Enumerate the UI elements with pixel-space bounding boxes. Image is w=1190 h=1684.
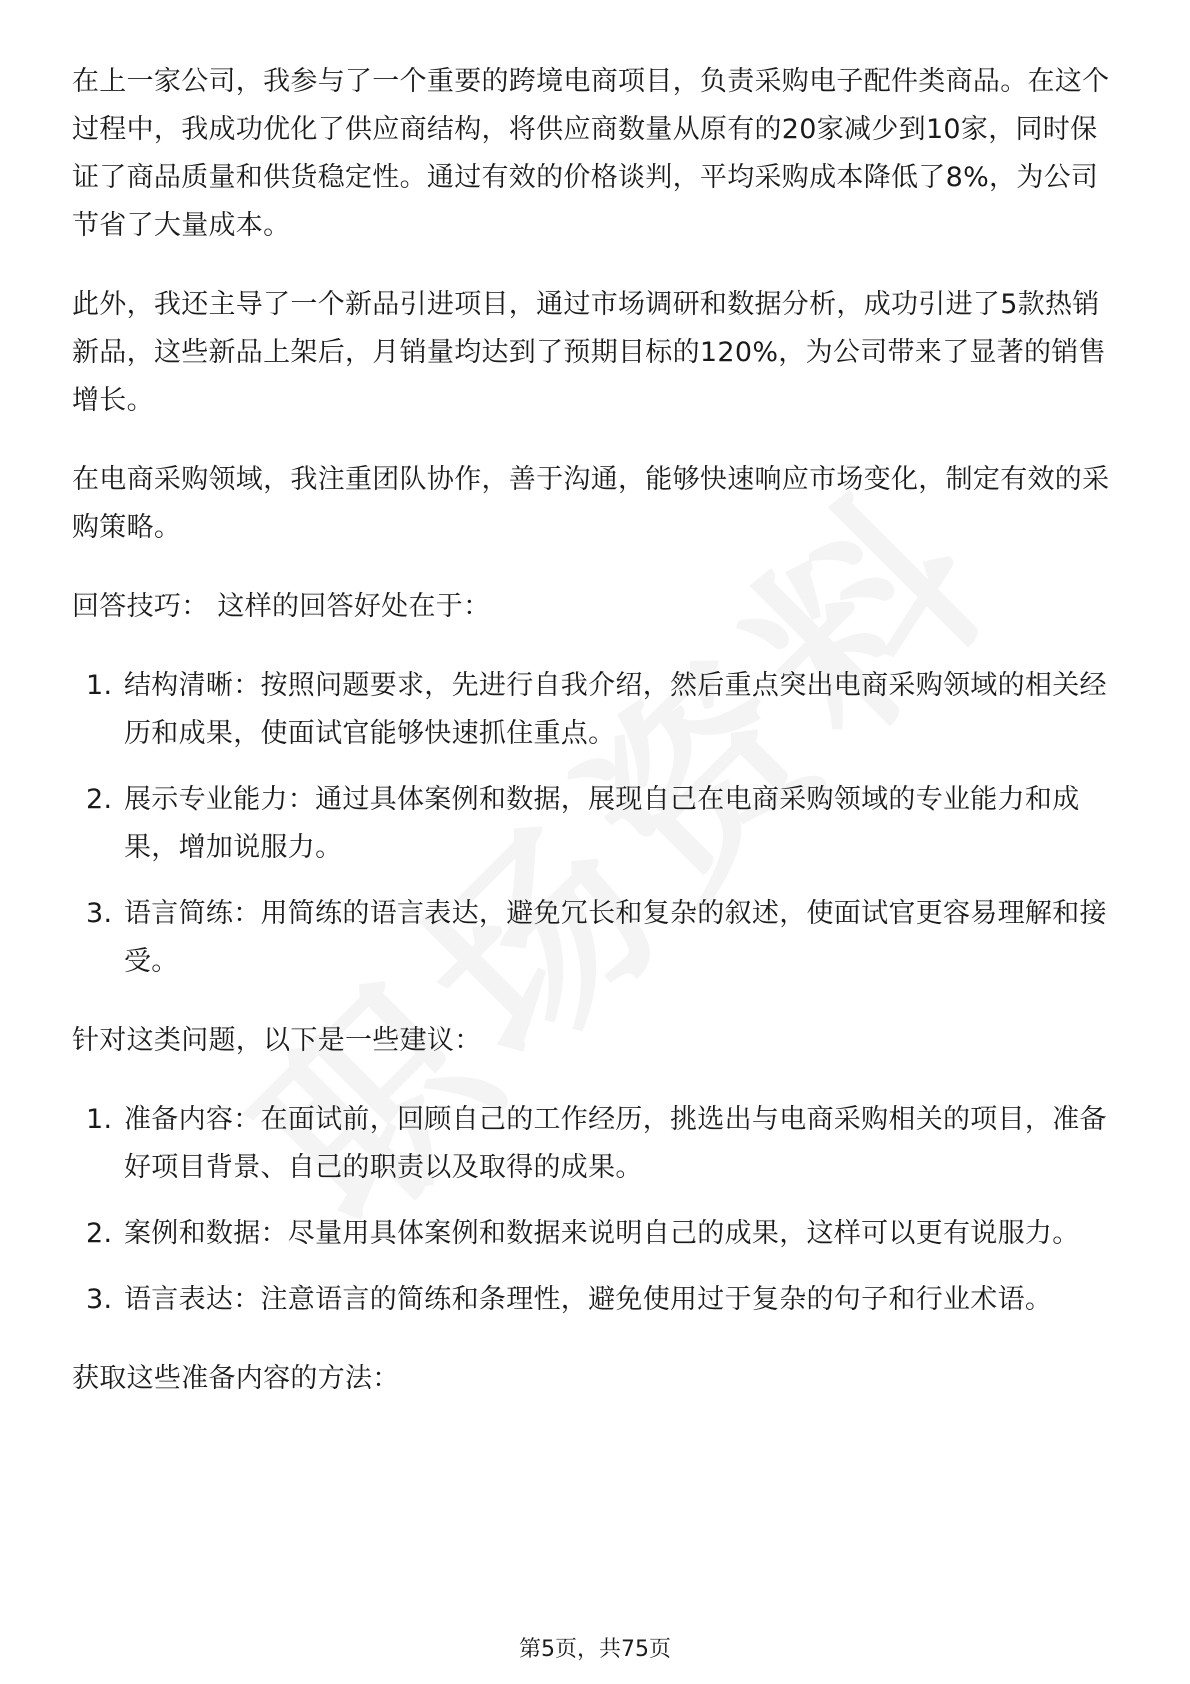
list-item-text: 语言表达：注意语言的简练和条理性，避免使用过于复杂的句子和行业术语。 [124, 1284, 1053, 1315]
list-item-text: 准备内容：在面试前，回顾自己的工作经历，挑选出与电商采购相关的项目，准备好项目背景、自己的职责以及取得的成果。 [124, 1104, 1107, 1183]
closing-heading: 获取这些准备内容的方法： [72, 1363, 400, 1394]
list-item [72, 662, 1122, 758]
paragraph-teamwork: 在电商采购领域，我注重团队协作，善于沟通，能够快速响应市场变化，制定有效的采购策略。 [72, 464, 1110, 543]
list-item-number: 1. [86, 1104, 113, 1135]
list-item-text: 案例和数据：尽量用具体案例和数据来说明自己的成果，这样可以更有说服力。 [124, 1218, 1080, 1249]
paragraph-project-experience: 在上一家公司，我参与了一个重要的跨境电商项目，负责采购电子配件类商品。在这个过程中，我成功优化了供应商结构，将供应商数量从原有的20家减少到10家，同时保证了商品质量和供货稳定性。通过有效的价格谈判，平均采购成本降低了8%，为公司节省了大量成本。 [72, 66, 1110, 241]
list-item-number: 2. [86, 784, 113, 815]
list-item [72, 1210, 1122, 1258]
tips-list [72, 662, 1122, 986]
list-item [72, 1096, 1122, 1192]
list-item [72, 890, 1122, 986]
page-content [72, 58, 1122, 1434]
list-item-number: 3. [86, 898, 113, 929]
list-item [72, 1276, 1122, 1324]
page-number-footer: 第5页，共75页 [519, 1637, 671, 1662]
list-item-text: 语言简练：用简练的语言表达，避免冗长和复杂的叙述，使面试官更容易理解和接受。 [124, 898, 1107, 977]
list-item-number: 1. [86, 670, 113, 701]
list-item-text: 结构清晰：按照问题要求，先进行自我介绍，然后重点突出电商采购领域的相关经历和成果，使面试官能够快速抓住重点。 [124, 670, 1107, 749]
tips-heading: 回答技巧： 这样的回答好处在于： [72, 591, 491, 622]
list-item-number: 2. [86, 1218, 113, 1249]
list-item [72, 776, 1122, 872]
advice-list [72, 1096, 1122, 1324]
paragraph-new-product: 此外，我还主导了一个新品引进项目，通过市场调研和数据分析，成功引进了5款热销新品，这些新品上架后，月销量均达到了预期目标的120%，为公司带来了显著的销售增长。 [72, 289, 1106, 416]
list-item-text: 展示专业能力：通过具体案例和数据，展现自己在电商采购领域的专业能力和成果，增加说服力。 [124, 784, 1080, 863]
list-item-number: 3. [86, 1284, 113, 1315]
advice-heading: 针对这类问题，以下是一些建议： [72, 1025, 482, 1056]
